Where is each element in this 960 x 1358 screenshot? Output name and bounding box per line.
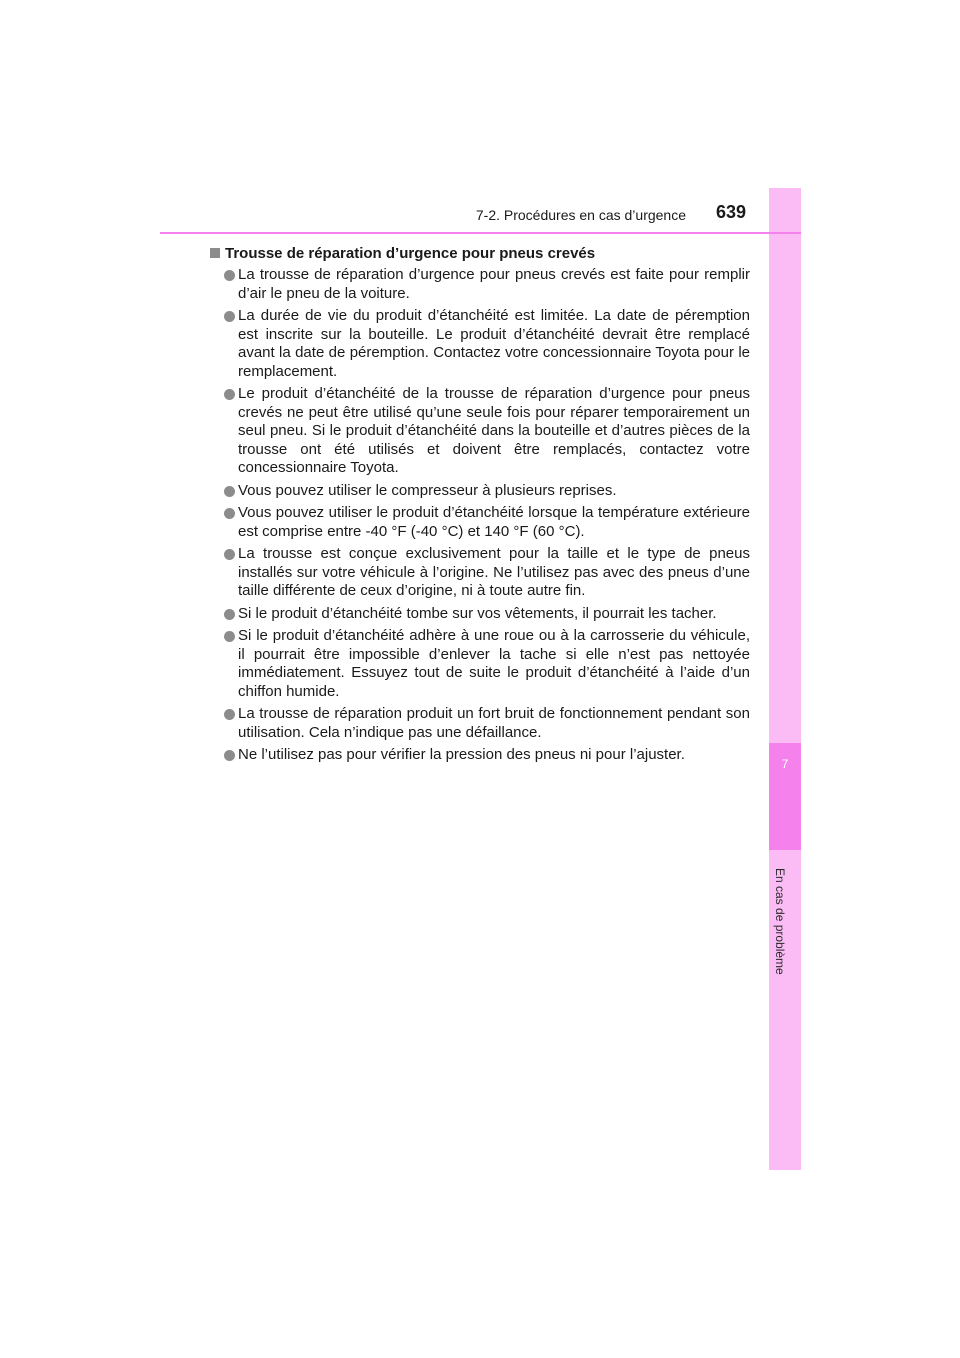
header-divider xyxy=(160,232,801,234)
round-bullet-icon xyxy=(224,750,235,761)
list-item xyxy=(210,266,750,303)
round-bullet-icon xyxy=(224,270,235,281)
list-item-text: La trousse de réparation produit un fort bruit de fonctionnement pendant son utilisation. Cela n’indique pas une défaillance. xyxy=(238,705,750,741)
list-item-text: Le produit d’étanchéité de la trousse de réparation d’urgence pour pneus crevés ne peut être utilisé qu’une seule fois pour réparer temporairement un seul pneu. Si le produit d’étanchéité dans la bouteille et d’autres pièces de la trousse ont été utilisés et doivent être remplacés, contactez votre concessionnaire Toyota. xyxy=(238,385,750,476)
list-item-text: La trousse de réparation d’urgence pour pneus crevés est faite pour remplir d’air le pneu de la voiture. xyxy=(238,266,750,302)
chapter-side-tab xyxy=(769,188,801,1170)
list-item-text: La durée de vie du produit d’étanchéité est limitée. La date de péremption est inscrite sur la bouteille. Le produit d’étanchéité devrait être remplacé avant la date de péremption. Contactez votre concessionnaire Toyota pour le remplacement. xyxy=(238,307,750,380)
section-heading xyxy=(210,244,750,263)
page-content xyxy=(210,244,750,769)
list-item xyxy=(210,605,750,624)
list-item-text: La trousse est conçue exclusivement pour la taille et le type de pneus installés sur votre véhicule à l’origine. Ne l’utilisez pas avec des pneus d’une taille différente de ceux d’origine, ni à toute autre fin. xyxy=(238,545,750,599)
list-item xyxy=(210,705,750,742)
round-bullet-icon xyxy=(224,508,235,519)
list-item xyxy=(210,307,750,381)
round-bullet-icon xyxy=(224,631,235,642)
square-bullet-icon xyxy=(210,248,220,258)
list-item xyxy=(210,627,750,701)
round-bullet-icon xyxy=(224,389,235,400)
list-item xyxy=(210,482,750,501)
round-bullet-icon xyxy=(224,709,235,720)
list-item xyxy=(210,545,750,601)
chapter-number: 7 xyxy=(781,757,789,771)
list-item-text: Vous pouvez utiliser le compresseur à plusieurs reprises. xyxy=(238,481,617,499)
round-bullet-icon xyxy=(224,311,235,322)
section-heading-text: Trousse de réparation d’urgence pour pneus crevés xyxy=(225,245,596,262)
list-item-text: Ne l’utilisez pas pour vérifier la pression des pneus ni pour l’ajuster. xyxy=(238,746,685,763)
round-bullet-icon xyxy=(224,486,235,497)
list-item xyxy=(210,504,750,541)
list-item-text: Vous pouvez utiliser le produit d’étanchéité lorsque la température extérieure est comprise entre -40 °F (-40 °C) et 140 °F (60 °C). xyxy=(238,504,750,540)
list-item-text: Si le produit d’étanchéité adhère à une roue ou à la carrosserie du véhicule, il pourrait être impossible d’enlever la tache si elle n’est pas nettoyée immédiatement. Essuyez tout de suite le produit d’étanchéité à l’aide d’un chiffon humide. xyxy=(238,627,750,700)
section-title: 7-2. Procédures en cas d’urgence xyxy=(475,207,686,223)
list-item xyxy=(210,385,750,478)
page-number: 639 xyxy=(716,202,747,222)
round-bullet-icon xyxy=(224,549,235,560)
list-item xyxy=(210,746,750,765)
chapter-label: En cas de problème xyxy=(773,868,787,975)
round-bullet-icon xyxy=(224,609,235,620)
list-item-text: Si le produit d’étanchéité tombe sur vos vêtements, il pourrait les tacher. xyxy=(238,604,717,622)
